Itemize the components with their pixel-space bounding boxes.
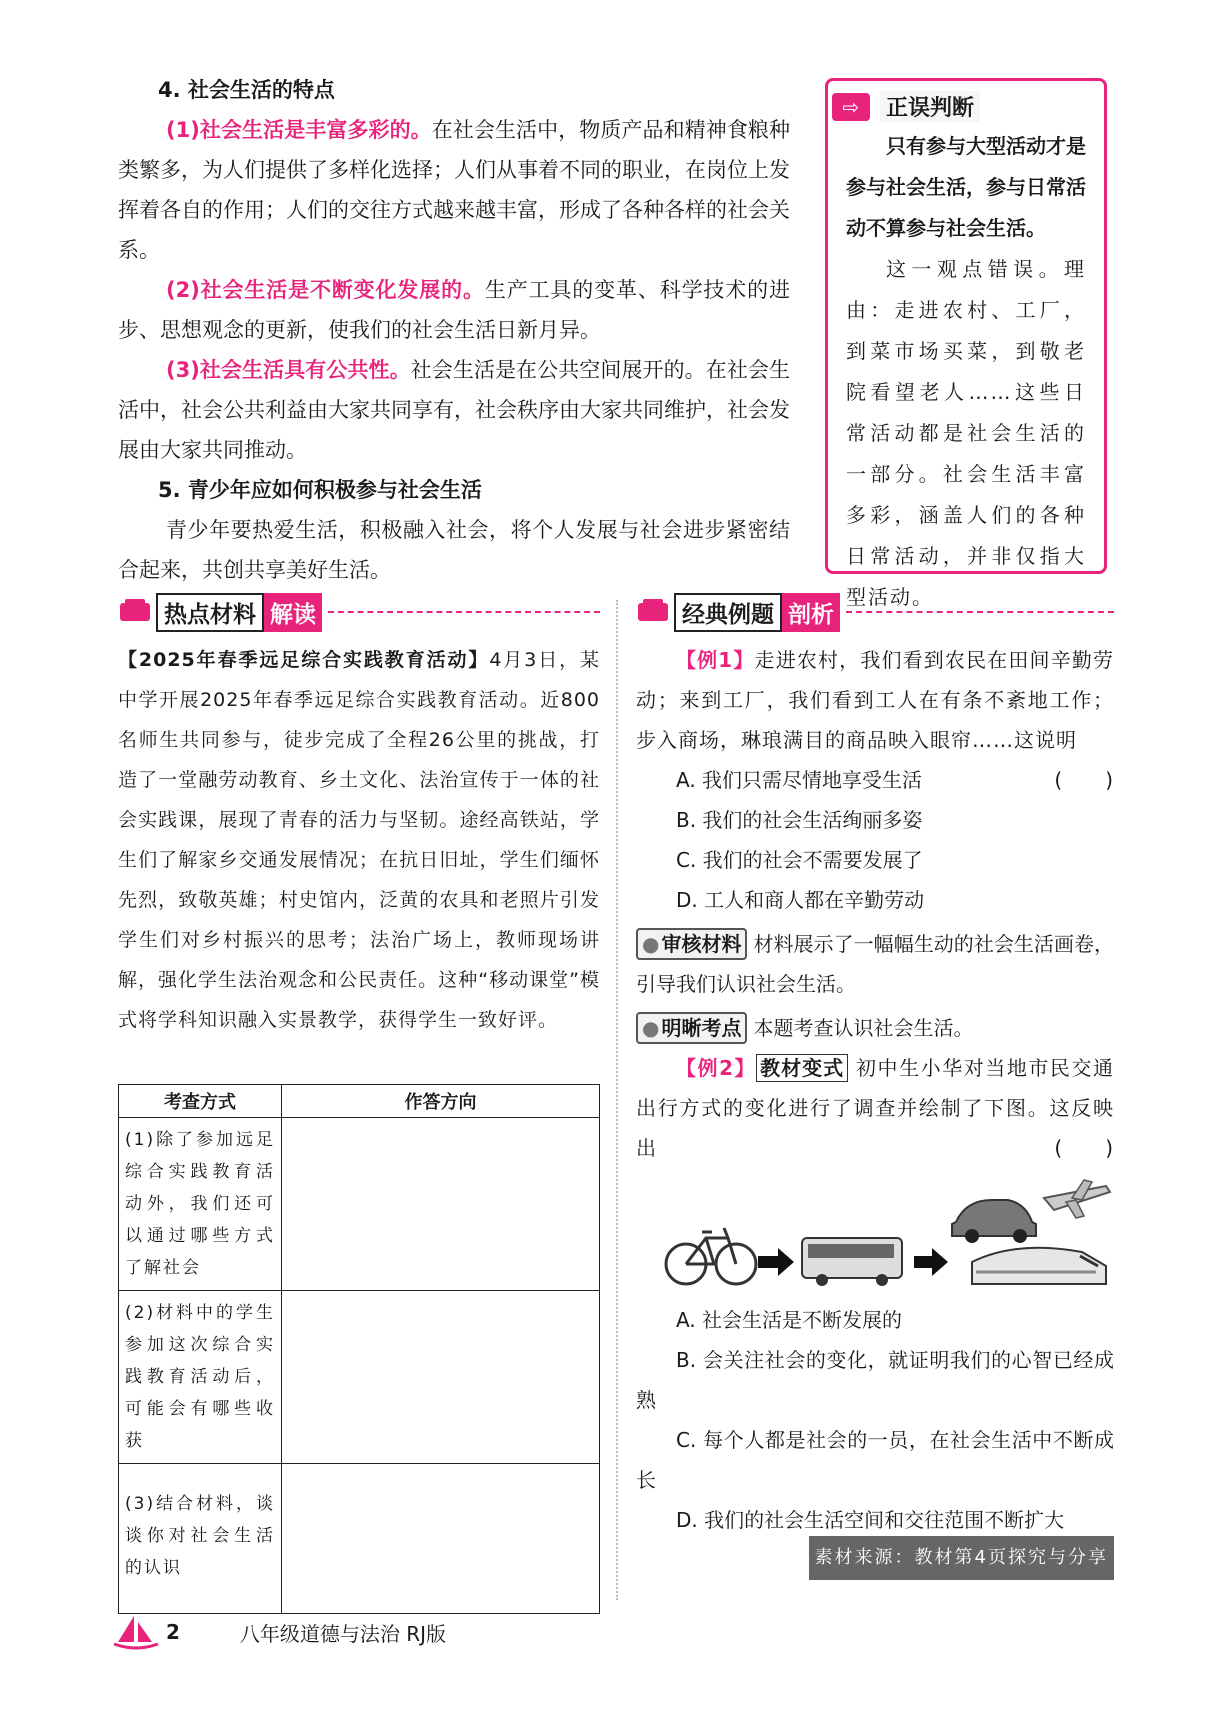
example-1-tag: 【例1】 bbox=[676, 648, 755, 672]
hot-material-title-b: 解读 bbox=[264, 593, 322, 632]
bus-icon bbox=[802, 1238, 902, 1286]
airplane-icon bbox=[1044, 1180, 1110, 1218]
bicycle-icon bbox=[666, 1228, 756, 1284]
example-1-option-c[interactable]: C. 我们的社会不需要发展了 bbox=[676, 848, 923, 872]
example-1-text: 走进农村，我们看到农民在田间辛勤劳动；来到工厂，我们看到工人在有条不紊地工作；步入商场，琳琅满目的商品映入眼帘……这说明 bbox=[636, 648, 1115, 752]
book-title: 八年级道德与法治 RJ版 bbox=[239, 1621, 447, 1646]
point-2 bbox=[118, 270, 790, 350]
sailboat-icon bbox=[112, 1612, 162, 1652]
point-3-text: 社会生活是在公共空间展开的。在社会生活中，社会公共利益由大家共同享有，社会秩序由大家共同维护，社会发展由大家共同推动。 bbox=[118, 358, 790, 462]
examples-title-a: 经典例题 bbox=[674, 593, 782, 632]
example-2-option-c[interactable]: C. 每个人都是社会的一员，在社会生活中不断成长 bbox=[636, 1428, 1114, 1492]
point-2-lead: (2)社会生活是不断变化发展的。 bbox=[166, 278, 485, 302]
example-2-option-b[interactable]: B. 会关注社会的变化，就证明我们的心智已经成熟 bbox=[636, 1348, 1114, 1412]
arrow-right-icon bbox=[914, 1248, 948, 1276]
table-header-answer: 作答方向 bbox=[282, 1085, 600, 1118]
table-header-row bbox=[119, 1085, 600, 1118]
table-question-1: (1)除了参加远足综合实践教育活动外，我们还可以通过哪些方式了解社会 bbox=[119, 1118, 282, 1291]
example-2-tag: 【例2】 bbox=[676, 1056, 757, 1080]
point-5-text: 青少年要热爱生活，积极融入社会，将个人发展与社会进步紧密结合起来，共创共享美好生活。 bbox=[118, 518, 790, 582]
examples-section bbox=[636, 640, 1115, 1568]
hot-material-title-a: 热点材料 bbox=[156, 593, 264, 632]
transport-evolution-figure bbox=[636, 1176, 1114, 1296]
note-review-text: 材料展示了一幅幅生动的社会生活画卷，引导我们认识社会生活。 bbox=[636, 932, 1114, 996]
examples-title-b: 剖析 bbox=[782, 593, 840, 632]
note-review-material bbox=[636, 924, 1114, 1004]
table-answer-cell-3[interactable] bbox=[282, 1464, 600, 1614]
example-1-option-d[interactable]: D. 工人和商人都在辛勤劳动 bbox=[676, 888, 925, 912]
arrow-right-icon bbox=[758, 1248, 794, 1276]
table-row bbox=[119, 1118, 600, 1291]
point-1-text: 在社会生活中，物质产品和精神食粮种类繁多，为人们提供了多样化选择；人们从事着不同的职业，在岗位上发挥着各自的作用；人们的交往方式越来越丰富，形成了各种各样的社会关系。 bbox=[118, 118, 790, 262]
judgment-statement: 只有参与大型活动才是参与社会生活，参与日常活动不算参与社会生活。 bbox=[846, 134, 1086, 240]
table-answer-cell-1[interactable] bbox=[282, 1118, 600, 1291]
point-3-lead: (3)社会生活具有公共性。 bbox=[166, 358, 411, 382]
material-source-label: 素材来源：教材第4页探究与分享 bbox=[809, 1536, 1114, 1580]
heading-5: 5. 青少年应如何积极参与社会生活 bbox=[158, 478, 482, 502]
note-key-point bbox=[636, 1008, 1114, 1048]
heading-4: 4. 社会生活的特点 bbox=[158, 78, 335, 102]
example-2-stem bbox=[636, 1048, 1114, 1168]
point-1-lead: (1)社会生活是丰富多彩的。 bbox=[166, 118, 432, 142]
table-row bbox=[119, 1291, 600, 1464]
book-stack-icon bbox=[118, 597, 152, 627]
point-1 bbox=[118, 110, 790, 270]
examples-header bbox=[636, 592, 1114, 632]
answer-table bbox=[118, 1084, 600, 1614]
book-stack-icon bbox=[636, 597, 670, 627]
table-question-2: (2)材料中的学生参加这次综合实践教育活动后，可能会有哪些收获 bbox=[119, 1291, 282, 1464]
hot-material-label: 【2025年春季远足综合实践教育活动】 bbox=[118, 649, 490, 671]
answer-paren[interactable]: ( ) bbox=[1054, 768, 1114, 792]
example-2-option-a[interactable]: A. 社会生活是不断发展的 bbox=[676, 1308, 903, 1332]
judgment-box bbox=[825, 78, 1107, 609]
point-3 bbox=[118, 350, 790, 470]
column-divider bbox=[616, 600, 618, 1600]
note-key-badge: ● 明晰考点 bbox=[636, 1012, 747, 1044]
judgment-title: 正误判断 bbox=[880, 91, 980, 122]
page-number: 2 bbox=[166, 1620, 180, 1644]
example-2-text: 初中生小华对当地市民交通出行方式的变化进行了调查并绘制了下图。这反映出 bbox=[636, 1056, 1115, 1160]
table-row bbox=[119, 1464, 600, 1614]
judgment-title-row bbox=[832, 91, 1086, 122]
point-2-text: 生产工具的变革、科学技术的进步、思想观念的更新，使我们的社会生活日新月异。 bbox=[118, 278, 791, 342]
high-speed-train-icon bbox=[972, 1248, 1106, 1284]
dashed-divider bbox=[328, 611, 600, 613]
hot-material-body: 4月3日，某中学开展2025年春季远足综合实践教育活动。近800名师生共同参与，徒步完成了全程26公里的挑战，打造了一堂融劳动教育、乡土文化、法治宣传于一体的社会实践课，展现了青春的活力与坚韧。途经高铁站，学生们了解家乡交通发展情况；在抗日旧址，学生们缅怀先烈，致敬英雄；村史馆内，泛黄的农具和老照片引发学生们对乡村振兴的思考；法治广场上，教师现场讲解，强化学生法治观念和公民责任。这种“移动课堂”模式将学科知识融入实景教学，获得学生一致好评。 bbox=[118, 649, 600, 1031]
table-question-3: (3)结合材料，谈谈你对社会生活的认识 bbox=[119, 1464, 282, 1614]
note-key-text: 本题考查认识社会生活。 bbox=[753, 1016, 974, 1040]
page-footer bbox=[112, 1612, 446, 1652]
example-1-option-a[interactable]: A. 我们只需尽情地享受生活 bbox=[676, 768, 923, 792]
answer-paren[interactable]: ( ) bbox=[1054, 1136, 1114, 1160]
table-answer-cell-2[interactable] bbox=[282, 1291, 600, 1464]
example-2-option-d[interactable]: D. 我们的社会生活空间和交往范围不断扩大 bbox=[676, 1508, 1065, 1532]
hot-material-text bbox=[118, 640, 600, 1040]
hot-material-header bbox=[118, 592, 600, 632]
arrow-right-icon: ⇨ bbox=[832, 93, 870, 121]
judgment-answer: 这一观点错误。理由：走进农村、工厂，到菜市场买菜，到敬老院看望老人……这些日常活动都是社会生活的一部分。社会生活丰富多彩，涵盖人们的各种日常活动，并非仅指大型活动。 bbox=[846, 257, 1086, 609]
note-review-badge: ● 审核材料 bbox=[636, 928, 747, 960]
example-1-option-b[interactable]: B. 我们的社会生活绚丽多姿 bbox=[676, 808, 923, 832]
car-icon bbox=[952, 1200, 1036, 1243]
example-2-variant-badge: 教材变式 bbox=[756, 1054, 848, 1082]
dashed-divider bbox=[846, 611, 1114, 613]
knowledge-section bbox=[118, 70, 790, 590]
table-header-method: 考查方式 bbox=[119, 1085, 282, 1118]
